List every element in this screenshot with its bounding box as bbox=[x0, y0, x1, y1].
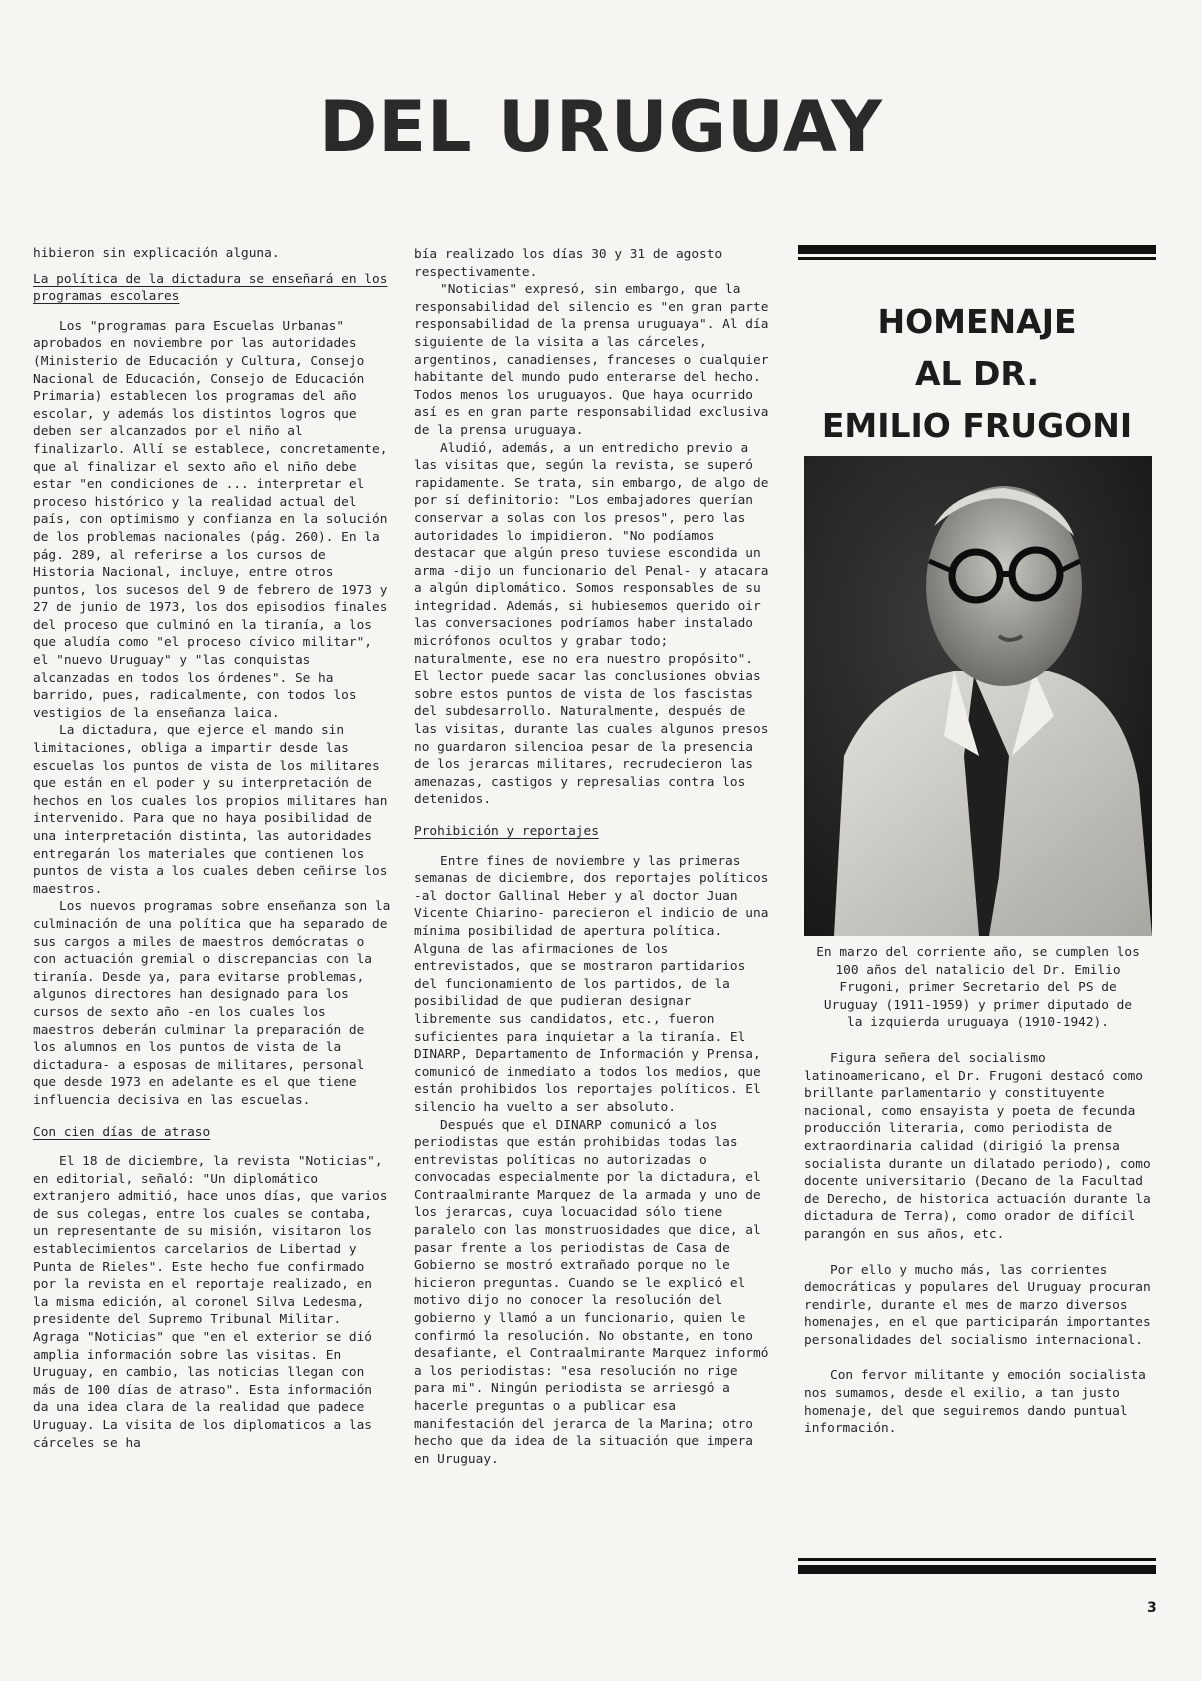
paragraph: bía realizado los días 30 y 31 de agosto respectivamente. bbox=[414, 247, 723, 280]
page-number: 3 bbox=[1147, 1600, 1157, 1616]
paragraph: Aludió, además, a un entredicho previo a las visitas que, según la revista, se superó rapidamente. Se trata, sin embargo, de algo de por sí definitorio: "Los embajadores querían conservar a solas con los presos", pero las autoridades lo impidieron. "No podíamos destacar que algún preso tuviese escondida un arma -dijo un funcionario del Penal- y atacara a algún diplomático. Somos responsables de su integridad. Además, si hubiesemos querido oir las conversaciones podríamos haber instalado micrófonos ocultos y grabar todo; naturalmente, ese no era nuestro propósito". El lector puede sacar las conclusiones obvias sobre estos puntos de vista de los fascistas del subdesarrollo. Naturalmente, después de las visitas, durante las cuales algunos presos no guardaron silencioa pesar de la presencia de los jerarcas militares, recrudecieron las amenazas, castigos y represalias contra los detenidos. bbox=[414, 440, 769, 808]
homenaje-sidebar bbox=[798, 245, 1156, 1456]
paragraph: La dictadura, que ejerce el mando sin limitaciones, obliga a impartir desde las escuelas los puntos de vista de los militares que están en el poder y su interpretación de hechos en los cuales los propios militares han intervenido. Para que no haya posibilidad de una interpretación distinta, las autoridades entregarán los materiales que contienen los puntos de vista a los cuales deben ceñirse los maestros. bbox=[33, 723, 388, 897]
top-rule-thin bbox=[798, 257, 1156, 260]
section-subheading: Con cien días de atraso bbox=[33, 1124, 211, 1140]
sidebar-title-line-1: HOMENAJE bbox=[877, 302, 1077, 341]
paragraph: Los nuevos programas sobre enseñanza son la culminación de una política que ha separado de sus cargos a miles de maestros demócratas o con actuación gremial o discrepancias con la tiranía. Desde ya, para evitarse problemas, algunos directores han designado para los cursos de sexto año -en los cuales los maestros deberán culminar la preparación de los alumnos en los puntos de vista de la dictadura- a esposas de militares, personal que desde 1973 en adelante es el que tiene influencia decisiva en las escuelas. bbox=[33, 899, 391, 1108]
bottom-rule-thick bbox=[798, 1565, 1156, 1574]
article-column-1 bbox=[33, 245, 393, 1452]
article-column-2 bbox=[414, 246, 774, 1468]
paragraph: Con fervor militante y emoción socialista nos sumamos, desde el exilio, a tan justo homenaje, del que seguiremos dando puntual información. bbox=[804, 1368, 1146, 1437]
sidebar-bottom-rules bbox=[798, 1558, 1156, 1574]
paragraph: "Noticias" expresó, sin embargo, que la responsabilidad del silencio es "en gran parte responsabilidad de la prensa uruguaya". Al día siguiente de la visita a las cárceles, argentinos, canadienses, franceses o cualquier habitante del mundo pudo enterarse del hecho. Todos menos los uruguayos. Que haya ocurrido así es en gran parte responsabilidad exclusiva de la prensa uruguaya. bbox=[414, 282, 769, 438]
sidebar-text bbox=[798, 944, 1156, 1438]
bottom-rule-thin bbox=[798, 1558, 1156, 1561]
section-subheading: La política de la dictadura se enseñará en los programas escolares bbox=[33, 271, 388, 305]
sidebar-title-line-2: AL DR. bbox=[914, 354, 1039, 393]
paragraph: El 18 de diciembre, la revista "Noticias", en editorial, señaló: "Un diplomático extranjero admitió, hace unos días, que varios de sus colegas, entre los cuales se contaba, un representante de su misión, visitaron los establecimientos carcelarios de Libertad y Punta de Rieles". Este hecho fue confirmado por la revista en el reportaje realizado, en la misma edición, al coronel Silva Ledesma, presidente del Supremo Tribunal Militar. Agraga "Noticias" que "en el exterior se dió amplia información sobre las visitas. En Uruguay, en cambio, las noticias llegan con más de 100 días de atraso". Esta información da una idea clara de la realidad que padece Uruguay. La visita de los diplomaticos a las cárceles se ha bbox=[33, 1154, 388, 1451]
paragraph: hibieron sin explicación alguna. bbox=[33, 246, 280, 261]
sidebar-title bbox=[798, 296, 1156, 452]
paragraph: Por ello y mucho más, las corrientes democráticas y populares del Uruguay procuran rendirle, durante el mes de marzo diversos homenajes, en el que participarán importantes personalidades del socialismo internacional. bbox=[804, 1262, 1151, 1348]
paragraph: Después que el DINARP comunicó a los periodistas que están prohibidas todas las entrevistas políticas no autorizadas o convocadas especialmente por la dictadura, el Contraalmirante Marquez de la armada y uno de los jerarcas, cuya locuacidad sólo tiene paralelo con las monstruosidades que dice, al pasar frente a los periodistas de Casa de Gobierno se mostró extrañado porque no le hicieron preguntas. Cuando se le explicó el motivo dijo no conocer la resolución del gobierno y llamó a un funcionario, quien le confirmó la resolución. No obstante, en tono desafiante, el Contraalmirante Marquez informó a los periodistas: "esa resolución no rige para mi". Ningún periodista se arriesgó a hacerle preguntas o a publicar esa manifestación del jerarca de la Marina; otro hecho que da idea de la situación que impera en Uruguay. bbox=[414, 1117, 769, 1467]
top-rule-thick bbox=[798, 245, 1156, 254]
paragraph: Entre fines de noviembre y las primeras semanas de diciembre, dos reportajes políticos -al doctor Gallinal Heber y al doctor Juan Vicente Chiarino- parecieron el indicio de una mínima posibilidad de apertura política. Alguna de las afirmaciones de los entrevistados, que se mostraron partidarios del funcionamiento de los partidos, de la posibilidad de que pudieran designar libremente sus candidatos, etc., fueron suficientes para inquietar a la tiranía. El DINARP, Departamento de Información y Prensa, comunicó de inmediato a todos los medios, que están prohibidos los reportajes políticos. El silencio ha vuelto a ser absoluto. bbox=[414, 853, 769, 1115]
paragraph: Los "programas para Escuelas Urbanas" aprobados en noviembre por las autoridades (Ministerio de Educación y Cultura, Consejo Nacional de Educación, Consejo de Educación Primaria) establecen los programas del año escolar, y además los distintos logros que deben ser alcanzados por el niño al finalizarlo. Allí se establece, concretamente, que al finalizar el sexto año el niño debe estar "en condiciones de ... interpretar el proceso histórico y la realidad actual del país, con optimismo y confianza en la solución de los problemas nacionales (pág. 260). En la pág. 289, al referirse a los cursos de Historia Nacional, incluye, entre otros puntos, los sucesos del 9 de febrero de 1973 y 27 de junio de 1973, los dos episodios finales del proceso que culminó en la tiranía, a los que aludía como "el proceso cívico militar", el "nuevo Uruguay" y "las conquistas alcanzadas en todos los órdenes". Se ha barrido, pues, radicalmente, con todos los vestigios de la enseñanza laica. bbox=[33, 318, 388, 721]
frugoni-portrait-photo bbox=[804, 456, 1152, 936]
photo-caption: En marzo del corriente año, se cumplen los 100 años del natalicio del Dr. Emilio Frugoni, primer Secretario del PS de Uruguay (1911-1959) y primer diputado de la izquierda uruguaya (1910-1942). bbox=[816, 945, 1140, 1031]
sidebar-title-line-3: EMILIO FRUGONI bbox=[821, 406, 1133, 445]
headline: DEL URUGUAY bbox=[319, 86, 883, 168]
paragraph: Figura señera del socialismo latinoamericano, el Dr. Frugoni destacó como brillante parlamentario y constituyente nacional, como ensayista y poeta de fecunda producción literaria, como periodista de extraordinaria calidad (dirigió la prensa socialista durante un dilatado periodo), como docente universitario (Decano de la Facultad de Derecho, de historica actuación durante la dictadura de Terra), como orador de difícil parangón en sus años, etc. bbox=[804, 1050, 1151, 1242]
section-subheading: Prohibición y reportajes bbox=[414, 824, 599, 839]
